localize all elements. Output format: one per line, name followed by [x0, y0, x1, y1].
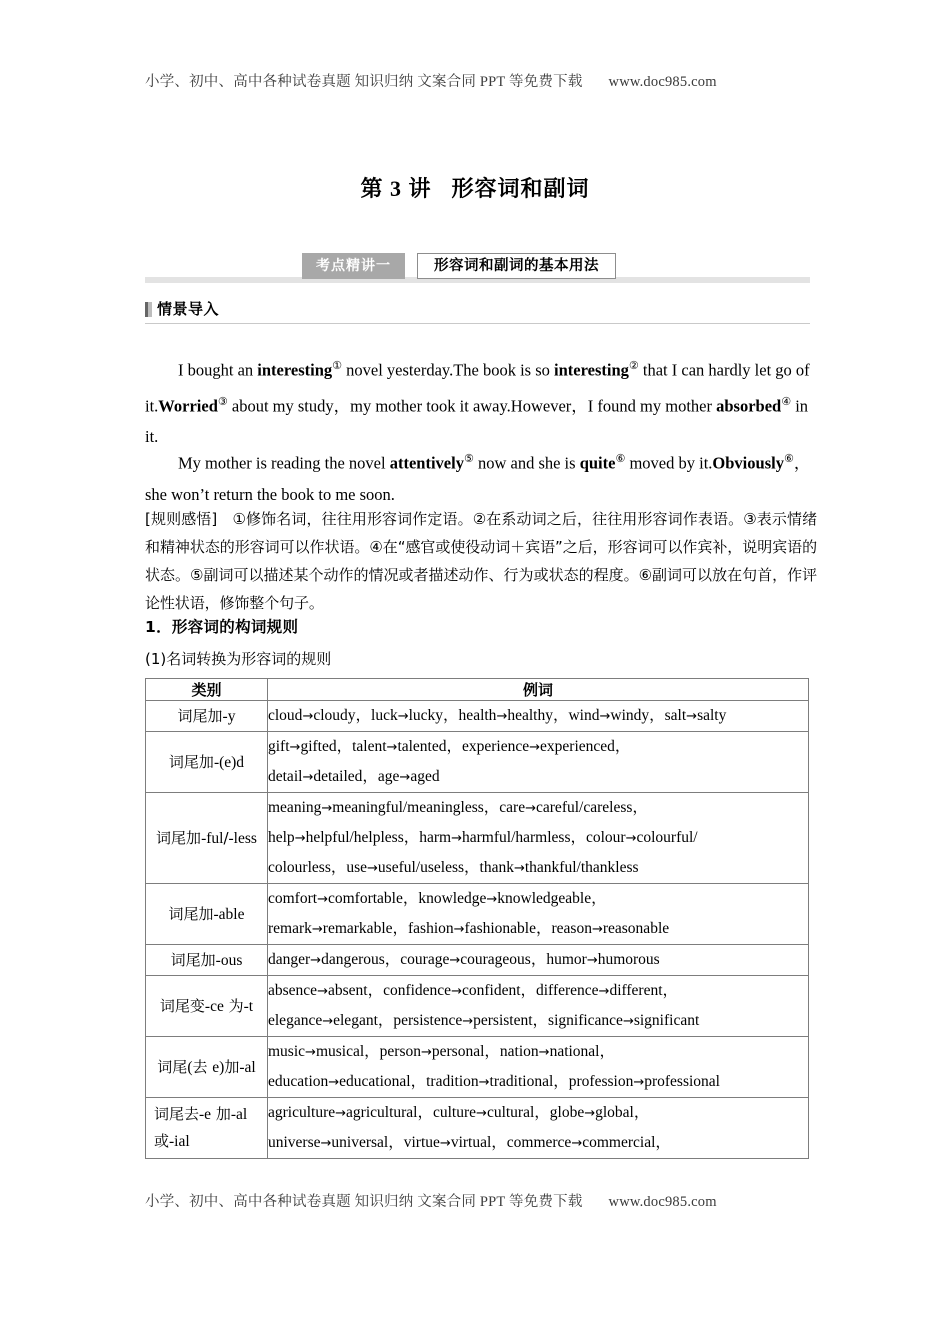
table-cell-category: 词尾加-(e)d: [146, 732, 268, 793]
running-header: [145, 70, 810, 91]
table-cell-category: 词尾加-y: [146, 701, 268, 732]
table-cell-examples: meaning→meaningful/meaningless，care→careful/careless， help→helpful/helpless，harm→harmful/harmless，colour→colourful/ colourless，use→useful/useless，thank→thankful/thankless: [268, 793, 809, 884]
running-footer-text: 小学、初中、高中各种试卷真题 知识归纳 文案合同 PPT 等免费下载: [145, 1194, 583, 1210]
bookmark-icon: [145, 302, 152, 317]
table-row: [146, 1098, 809, 1159]
banner-name: 形容词和副词的基本用法: [417, 253, 616, 279]
table-cell-examples: music→musical，person→personal，nation→national， education→educational，tradition→traditional，profession→professional: [268, 1037, 809, 1098]
table-row: [146, 793, 809, 884]
subsection-heading-label: 情景导入: [157, 300, 220, 318]
running-footer: [145, 1190, 810, 1211]
table-header-row: [146, 679, 809, 701]
table-cell-examples: gift→gifted，talent→talented，experience→experienced， detail→detailed，age→aged: [268, 732, 809, 793]
table-cell-category: 词尾加-able: [146, 884, 268, 945]
section-banner: [145, 253, 810, 283]
subsection-heading: [145, 300, 810, 326]
lecture-number: 第 3 讲: [360, 176, 432, 201]
table-cell-category: 词尾加-ous: [146, 945, 268, 976]
page-title: [0, 172, 950, 203]
lecture-title: 形容词和副词: [451, 177, 590, 202]
table-cell-category: 词尾加-ful/-less: [146, 793, 268, 884]
table-row: [146, 884, 809, 945]
word-formation-table: [145, 678, 809, 1159]
passage-paragraph-1: [145, 350, 813, 452]
running-header-text: 小学、初中、高中各种试卷真题 知识归纳 文案合同 PPT 等免费下载: [145, 74, 583, 90]
table-cell-examples: agriculture→agricultural，culture→cultural，globe→global， universe→universal，virtue→virtual，commerce→commercial，: [268, 1098, 809, 1159]
heading-noun-to-adjective: (1)名词转换为形容词的规则: [145, 650, 332, 668]
table-cell-category: 词尾(去 e)加-al: [146, 1037, 268, 1098]
table-cell-category: 词尾去-e 加-al 或-ial: [146, 1098, 268, 1159]
table-row: [146, 976, 809, 1037]
table-body: [146, 701, 809, 1159]
column-header-examples: 例词: [268, 679, 809, 701]
running-footer-url: www.doc985.com: [608, 1194, 717, 1210]
table-cell-examples: cloud→cloudy，luck→lucky，health→healthy，wind→windy，salt→salty: [268, 701, 809, 732]
table-cell-examples: danger→dangerous，courage→courageous，humor→humorous: [268, 945, 809, 976]
table-cell-category: 词尾变-ce 为-t: [146, 976, 268, 1037]
table-row: [146, 945, 809, 976]
heading-formation-rules: 1．形容词的构词规则: [145, 618, 299, 636]
passage-paragraph-1-text: I bought an interesting① novel yesterday.The book is so interesting② that I can hardly let go of it.Worried③ about my study，my mother took it away.However，I found my mother absorbed④ in it.: [145, 359, 810, 446]
banner-tag: 考点精讲一: [302, 253, 405, 279]
rule-insight-note: [规则感悟] ①修饰名词，往往用形容词作定语。②在系动词之后，往往用形容词作表语。③表示情绪和精神状态的形容词可以作状语。④在“感官或使役动词＋宾语”之后，形容词可以作宾补，说明宾语的状态。⑤副词可以描述某个动作的情况或者描述动作、行为或状态的程度。⑥副词可以放在句首，作评论性状语，修饰整个句子。: [145, 510, 817, 612]
table-row: [146, 1037, 809, 1098]
running-header-url: www.doc985.com: [608, 74, 717, 90]
column-header-category: 类别: [146, 679, 268, 701]
table-row: [146, 732, 809, 793]
table-cell-examples: absence→absent，confidence→confident，difference→different， elegance→elegant，persistence→persistent，significance→significant: [268, 976, 809, 1037]
subsection-rule: [145, 323, 810, 324]
table-row: [146, 701, 809, 732]
table-cell-examples: comfort→comfortable，knowledge→knowledgeable， remark→remarkable，fashion→fashionable，reason→reasonable: [268, 884, 809, 945]
passage-paragraph-2: [145, 443, 813, 510]
passage-paragraph-2-text: My mother is reading the novel attentively⑤ now and she is quite⑥ moved by it.Obviously⑥，she won’t return the book to me soon.: [145, 452, 811, 504]
